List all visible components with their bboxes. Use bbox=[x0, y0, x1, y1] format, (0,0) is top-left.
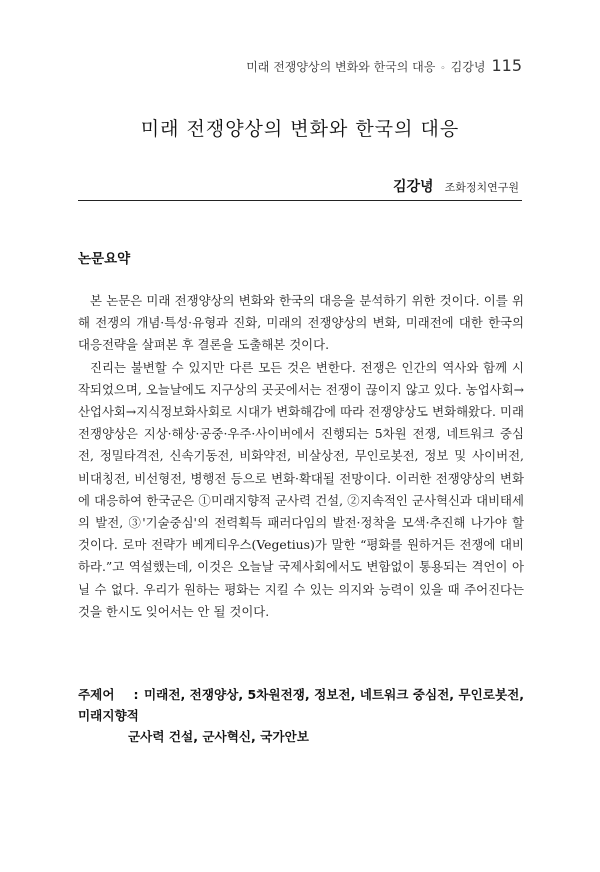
article-title: 미래 전쟁양상의 변화와 한국의 대응 bbox=[140, 118, 460, 140]
running-author: 김강녕 bbox=[450, 60, 486, 74]
byline bbox=[393, 176, 519, 196]
abstract-heading: 논문요약 bbox=[78, 251, 131, 267]
running-header bbox=[246, 56, 522, 76]
page-number: 115 bbox=[491, 56, 522, 75]
author-name: 김강녕 bbox=[392, 179, 434, 195]
keywords-line-1: 미래전, 전쟁양상, 5차원전쟁, 정보전, 네트워크 중심전, 무인로봇전, 미래지향적 bbox=[78, 687, 525, 723]
abstract-paragraph-2: 진리는 불변할 수 있지만 다른 모든 것은 변한다. 전쟁은 인간의 역사와 함께 시작되었으며, 오늘날에도 지구상의 곳곳에서는 전쟁이 끊이지 않고 있다. 농업사회→산업사회→지식정보화사회로 시대가 변화해감에 따라 전쟁양상도 변화해왔다. 미래 전쟁양상은 지상·해상·공중·우주·사이버에서 진행되는 5차원 전쟁, 네트워크 중심전, 정밀타격전, 신속기동전, 비화약전, 비살상전, 무인로봇전, 정보 및 사이버전, 비대칭전, 비선형전, 병행전 등으로 변화·확대될 전망이다. 이러한 전쟁양상의 변화에 대응하여 한국군은 ①미래지향적 군사력 건설, ②지속적인 군사혁신과 대비태세의 발전, ③'기술중심'의 전력획득 패러다임의 발전·정착을 모색·추진해 나가야 할 것이다. 로마 전략가 베게티우스(Vegetius)가 말한 “평화를 원하거든 전쟁에 대비하라.”고 역설했는데, 이것은 오늘날 국제사회에서도 변함없이 통용되는 격언이 아닐 수 없다. 우리가 원하는 평화는 지킬 수 있는 의지와 능력이 있을 때 주어진다는 것을 한시도 잊어서는 안 될 것이다. bbox=[78, 359, 524, 619]
abstract-paragraph-1: 본 논문은 미래 전쟁양상의 변화와 한국의 대응을 분석하기 위한 것이다. 이를 위해 전쟁의 개념·특성·유형과 진화, 미래의 전쟁양상의 변화, 미래전에 대한 한국의 대응전략을 살펴본 후 결론을 도출해본 것이다. bbox=[78, 293, 524, 353]
abstract-body bbox=[78, 290, 524, 623]
running-title: 미래 전쟁양상의 변화와 한국의 대응 bbox=[246, 60, 436, 74]
keywords-block bbox=[78, 684, 528, 747]
author-affiliation: 조화정치연구원 bbox=[444, 181, 519, 194]
keywords-separator: : bbox=[133, 687, 139, 702]
header-separator: ◦ bbox=[440, 64, 446, 74]
keywords-line-2: 군사력 건설, 군사혁신, 국가안보 bbox=[128, 729, 309, 744]
title-divider bbox=[78, 200, 522, 201]
keywords-label: 주제어 bbox=[78, 687, 115, 702]
